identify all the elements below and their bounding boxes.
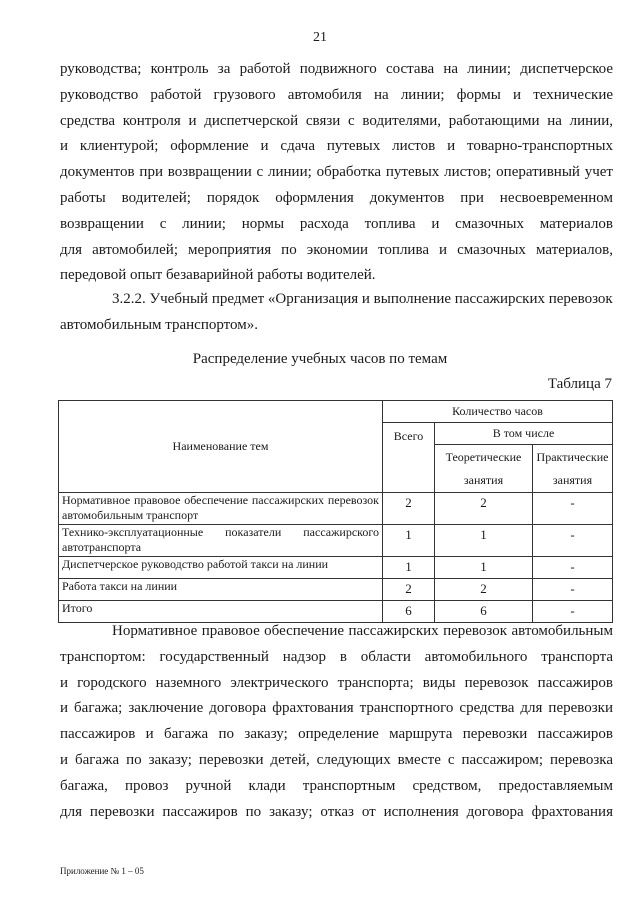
row-theory: 1 <box>435 525 533 557</box>
paragraph-line: пассажиров и багажа по заказу; определение маршрута перевозки пассажиров <box>60 726 613 743</box>
paragraph-training-content-freight <box>60 57 613 289</box>
paragraph-line: средства контроля и диспетчерской связи с водителями, работающими на линии, <box>60 112 613 129</box>
header-including: В том числе <box>435 423 613 445</box>
row-total: 1 <box>383 557 435 579</box>
page-number: 21 <box>313 30 327 45</box>
row-total: 6 <box>383 601 435 623</box>
table-row <box>59 525 613 557</box>
footer-note: Приложение № 1 – 05 <box>60 866 144 876</box>
table-caption: Распределение учебных часов по темам <box>192 351 448 367</box>
section-heading <box>60 286 613 338</box>
paragraph-line: руководство работой грузового автомобиля на линии; формы и технические <box>60 86 613 103</box>
paragraph-line: для перевозки пассажиров по заказу; отказ от исполнения договора фрахтования <box>60 803 613 820</box>
row-topic: Нормативное правовое обеспечение пассажирских перевозок автомобильным транспорт <box>59 493 383 525</box>
header-total: Всего <box>383 423 435 493</box>
row-total: 2 <box>383 579 435 601</box>
hours-distribution-table <box>58 400 613 623</box>
paragraph-line: и багажа по заказу; перевозки детей, следующих вместе с пассажиром; перевозка <box>60 751 613 768</box>
row-total: 2 <box>383 493 435 525</box>
row-practice: - <box>533 579 613 601</box>
paragraph-legal-framework <box>60 619 613 825</box>
table-row <box>59 493 613 525</box>
paragraph-line: возвращении с линии; нормы расхода топлива и смазочных материалов <box>60 215 613 232</box>
row-theory: 2 <box>435 579 533 601</box>
table-row <box>59 557 613 579</box>
row-practice: - <box>533 557 613 579</box>
row-total: 1 <box>383 525 435 557</box>
paragraph-line: и багажа; заключение договора фрахтования транспортного средства для перевозки <box>60 700 613 717</box>
row-topic: Работа такси на линии <box>59 579 383 601</box>
row-practice: - <box>533 601 613 623</box>
paragraph-line: для автомобилей; мероприятия по экономии топлива и смазочных материалов, <box>60 241 613 258</box>
row-theory: 1 <box>435 557 533 579</box>
row-theory: 2 <box>435 493 533 525</box>
header-theory: Теоретические занятия <box>435 445 533 493</box>
row-practice: - <box>533 493 613 525</box>
header-hours-count: Количество часов <box>383 401 613 423</box>
row-topic: Итого <box>59 601 383 623</box>
paragraph-line: передовой опыт безаварийной работы водителей. <box>60 267 376 284</box>
header-practice: Практические занятия <box>533 445 613 493</box>
section-heading-line: 3.2.2. Учебный предмет «Организация и выполнение пассажирских перевозок <box>112 291 613 307</box>
paragraph-line: Нормативное правовое обеспечение пассажирских перевозок автомобильным <box>112 623 613 639</box>
table-label: Таблица 7 <box>547 376 612 392</box>
paragraph-line: руководства; контроль за работой подвижного состава на линии; диспетчерское <box>60 61 613 77</box>
paragraph-line: и городского наземного электрического транспорта; виды перевозок пассажиров <box>60 674 613 691</box>
paragraph-line: документов при возвращении с линии; обработка путевых листов; оперативный учет <box>60 164 613 181</box>
table-row <box>59 579 613 601</box>
row-topic: Технико-эксплуатационные показатели пассажирского автотранспорта <box>59 525 383 557</box>
section-heading-line: автомобильным транспортом». <box>60 317 258 333</box>
paragraph-line: работы водителей; порядок оформления документов при несвоевременном <box>60 189 613 206</box>
header-topic-name: Наименование тем <box>59 401 383 493</box>
paragraph-line: и клиентурой; оформление и сдача путевых листов и товарно-транспортных <box>60 138 613 155</box>
paragraph-line: транспортом: государственный надзор в области автомобильного транспорта <box>60 648 613 665</box>
paragraph-line: багажа, провоз ручной клади транспортным средством, предоставляемым <box>60 777 613 794</box>
row-practice: - <box>533 525 613 557</box>
row-theory: 6 <box>435 601 533 623</box>
row-topic: Диспетчерское руководство работой такси на линии <box>59 557 383 579</box>
